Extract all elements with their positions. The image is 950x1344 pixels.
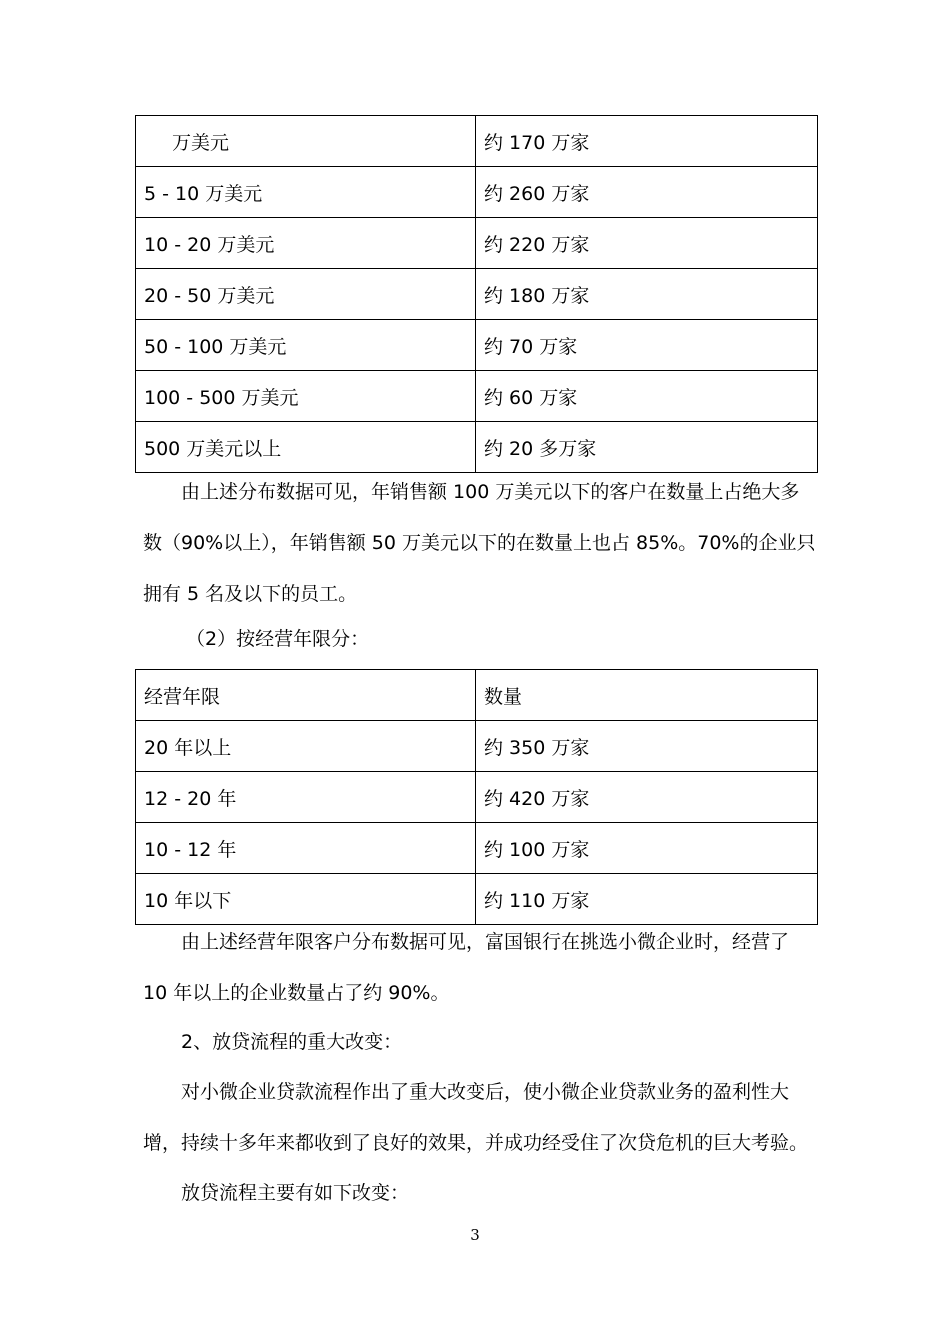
table-row xyxy=(136,167,818,218)
table-cell: 约 20 多万家 xyxy=(476,422,818,473)
table-row xyxy=(136,823,818,874)
table-cell: 约 220 万家 xyxy=(476,218,818,269)
table-row xyxy=(136,116,818,167)
years-distribution-table xyxy=(135,669,818,925)
table-cell: 约 60 万家 xyxy=(476,371,818,422)
lending-process-paragraph xyxy=(143,1067,823,1169)
table-cell: 约 70 万家 xyxy=(476,320,818,371)
table-cell: 10 - 20 万美元 xyxy=(136,218,476,269)
table-cell: 约 100 万家 xyxy=(476,823,818,874)
table-cell: 约 350 万家 xyxy=(476,721,818,772)
table-cell: 约 110 万家 xyxy=(476,874,818,925)
table-cell: 约 420 万家 xyxy=(476,772,818,823)
table-cell: 500 万美元以上 xyxy=(136,422,476,473)
table-cell: 50 - 100 万美元 xyxy=(136,320,476,371)
sales-analysis-paragraph xyxy=(143,467,823,620)
table-row xyxy=(136,371,818,422)
table-cell: 20 - 50 万美元 xyxy=(136,269,476,320)
table-cell: 约 260 万家 xyxy=(476,167,818,218)
table-cell: 10 年以下 xyxy=(136,874,476,925)
table-cell: 10 - 12 年 xyxy=(136,823,476,874)
column-header: 经营年限 xyxy=(136,670,476,721)
section-heading-lending-process: 2、放贷流程的重大改变： xyxy=(181,1031,403,1053)
paragraph-line: 拥有 5 名及以下的员工。 xyxy=(143,583,358,605)
table-cell: 20 年以上 xyxy=(136,721,476,772)
years-analysis-paragraph xyxy=(143,917,823,1019)
paragraph-line: 由上述经营年限客户分布数据可见，富国银行在挑选小微企业时，经营了 xyxy=(181,931,790,953)
table-cell: 12 - 20 年 xyxy=(136,772,476,823)
table-row xyxy=(136,218,818,269)
page-number: 3 xyxy=(470,1226,480,1244)
column-header: 数量 xyxy=(476,670,818,721)
table-row xyxy=(136,772,818,823)
section-heading-years: （2）按经营年限分： xyxy=(186,628,370,650)
paragraph-line: 由上述分布数据可见，年销售额 100 万美元以下的客户在数量上占绝大多 xyxy=(181,481,800,503)
table-cell: 100 - 500 万美元 xyxy=(136,371,476,422)
table-cell: 万美元 xyxy=(136,116,476,167)
paragraph-line: 增，持续十多年来都收到了良好的效果，并成功经受住了次贷危机的巨大考验。 xyxy=(143,1132,809,1154)
sales-distribution-table xyxy=(135,115,818,473)
paragraph-line: 数（90%以上），年销售额 50 万美元以下的在数量上也占 85%。70%的企业只 xyxy=(143,532,816,554)
paragraph-line: 对小微企业贷款流程作出了重大改变后，使小微企业贷款业务的盈利性大 xyxy=(181,1081,790,1103)
table-row xyxy=(136,320,818,371)
table-cell: 约 170 万家 xyxy=(476,116,818,167)
table-cell: 5 - 10 万美元 xyxy=(136,167,476,218)
paragraph-line: 10 年以上的企业数量占了约 90%。 xyxy=(143,982,450,1004)
table-cell: 约 180 万家 xyxy=(476,269,818,320)
table-row xyxy=(136,422,818,473)
table-header-row xyxy=(136,670,818,721)
table-row xyxy=(136,721,818,772)
table-row xyxy=(136,269,818,320)
lending-changes-intro: 放贷流程主要有如下改变： xyxy=(181,1182,410,1204)
